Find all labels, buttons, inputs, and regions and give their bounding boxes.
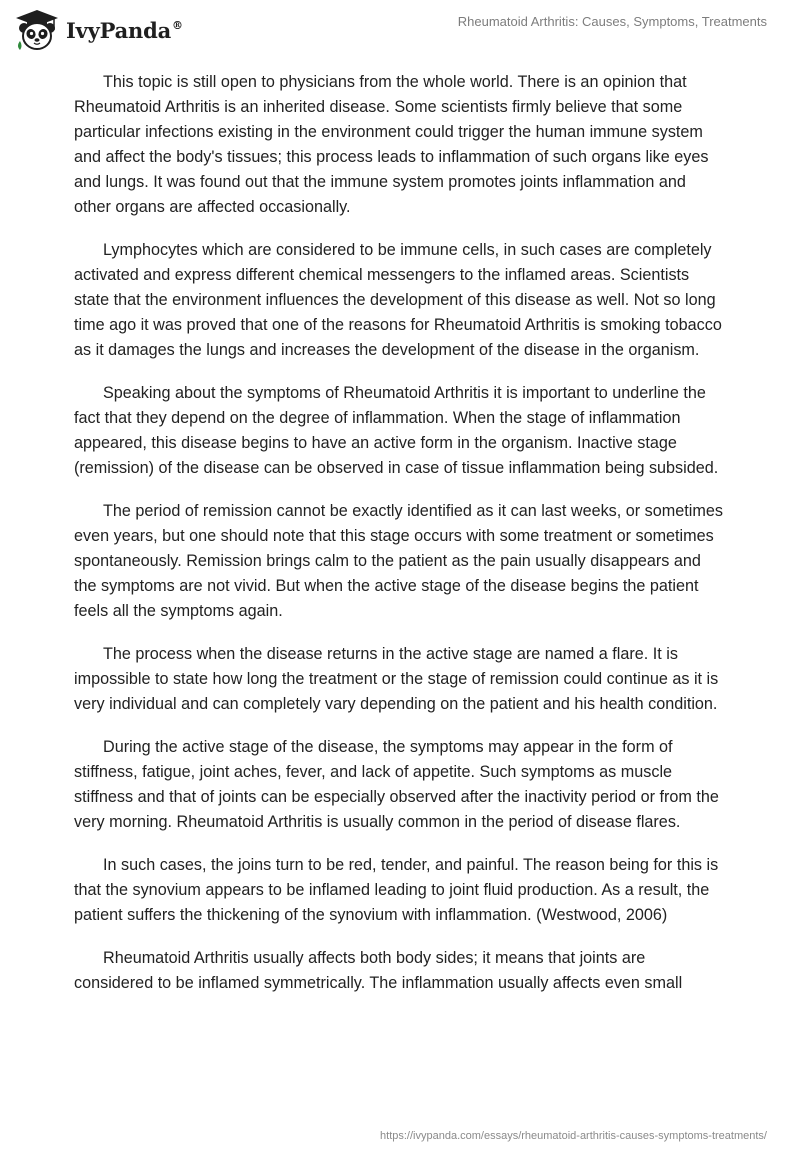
brand-text: IvyPanda [66, 17, 172, 43]
page-header [0, 0, 800, 60]
document-title: Rheumatoid Arthritis: Causes, Symptoms, Treatments [457, 14, 767, 29]
paragraph: The period of remission cannot be exactly identified as it can last weeks, or sometimes even years, but one should note that this stage occurs with some treatment or sometimes spontaneously. Remission brings calm to the patient as the pain usually disappears and the symptoms are not vivid. But when the active stage of the disease begins the patient feels all the symptoms again. [74, 502, 723, 620]
registered-mark: ® [172, 18, 183, 32]
paragraph: In such cases, the joins turn to be red, tender, and painful. The reason being for this is that the synovium appears to be inflamed leading to joint fluid production. As a result, the patient suffers the thickening of the synovium with inflammation. (Westwood, 2006) [74, 856, 719, 924]
paragraph: The process when the disease returns in the active stage are named a flare. It is impossible to state how long the treatment or the stage of remission could continue as it is very individual and can completely vary depending on the patient and his health condition. [74, 645, 719, 713]
paragraph: Lymphocytes which are considered to be immune cells, in such cases are completely activated and express different chemical messengers to the inflamed areas. Scientists state that the environment influences the development of this disease as well. Not so long time ago it was proved that one of the reasons for Rheumatoid Arthritis is smoking tobacco as it damages the lungs and increases the development of the disease in the organism. [74, 241, 722, 359]
panda-graduate-icon [14, 8, 60, 52]
paragraph: During the active stage of the disease, the symptoms may appear in the form of stiffness, fatigue, joint aches, fever, and lack of appetite. Such symptoms as muscle stiffness and that of joints can be especially observed after the inactivity period or from the very morning. Rheumatoid Arthritis is usually common in the period of disease flares. [74, 738, 719, 831]
ivypanda-logo[interactable] [14, 8, 183, 52]
essay-body [74, 70, 726, 1014]
paragraph: This topic is still open to physicians from the whole world. There is an opinion that Rheumatoid Arthritis is an inherited disease. Some scientists firmly believe that some particular infections existing in the environment could trigger the human immune system and affect the body's tissues; this process leads to inflammation of such organs like eyes and lungs. It was found out that the immune system promotes joints inflammation and other organs are affected occasionally. [74, 73, 709, 216]
brand-name [66, 18, 183, 43]
paragraph: Rheumatoid Arthritis usually affects both body sides; it means that joints are considered to be inflamed symmetrically. The inflammation usually affects even small [74, 949, 683, 992]
source-url[interactable]: https://ivypanda.com/essays/rheumatoid-arthritis-causes-symptoms-treatments/ [380, 1130, 767, 1142]
paragraph: Speaking about the symptoms of Rheumatoid Arthritis it is important to underline the fact that they depend on the degree of inflammation. When the stage of inflammation appeared, this disease begins to have an active form in the organism. Inactive stage (remission) of the disease can be observed in case of tissue inflammation being subsided. [74, 384, 719, 477]
